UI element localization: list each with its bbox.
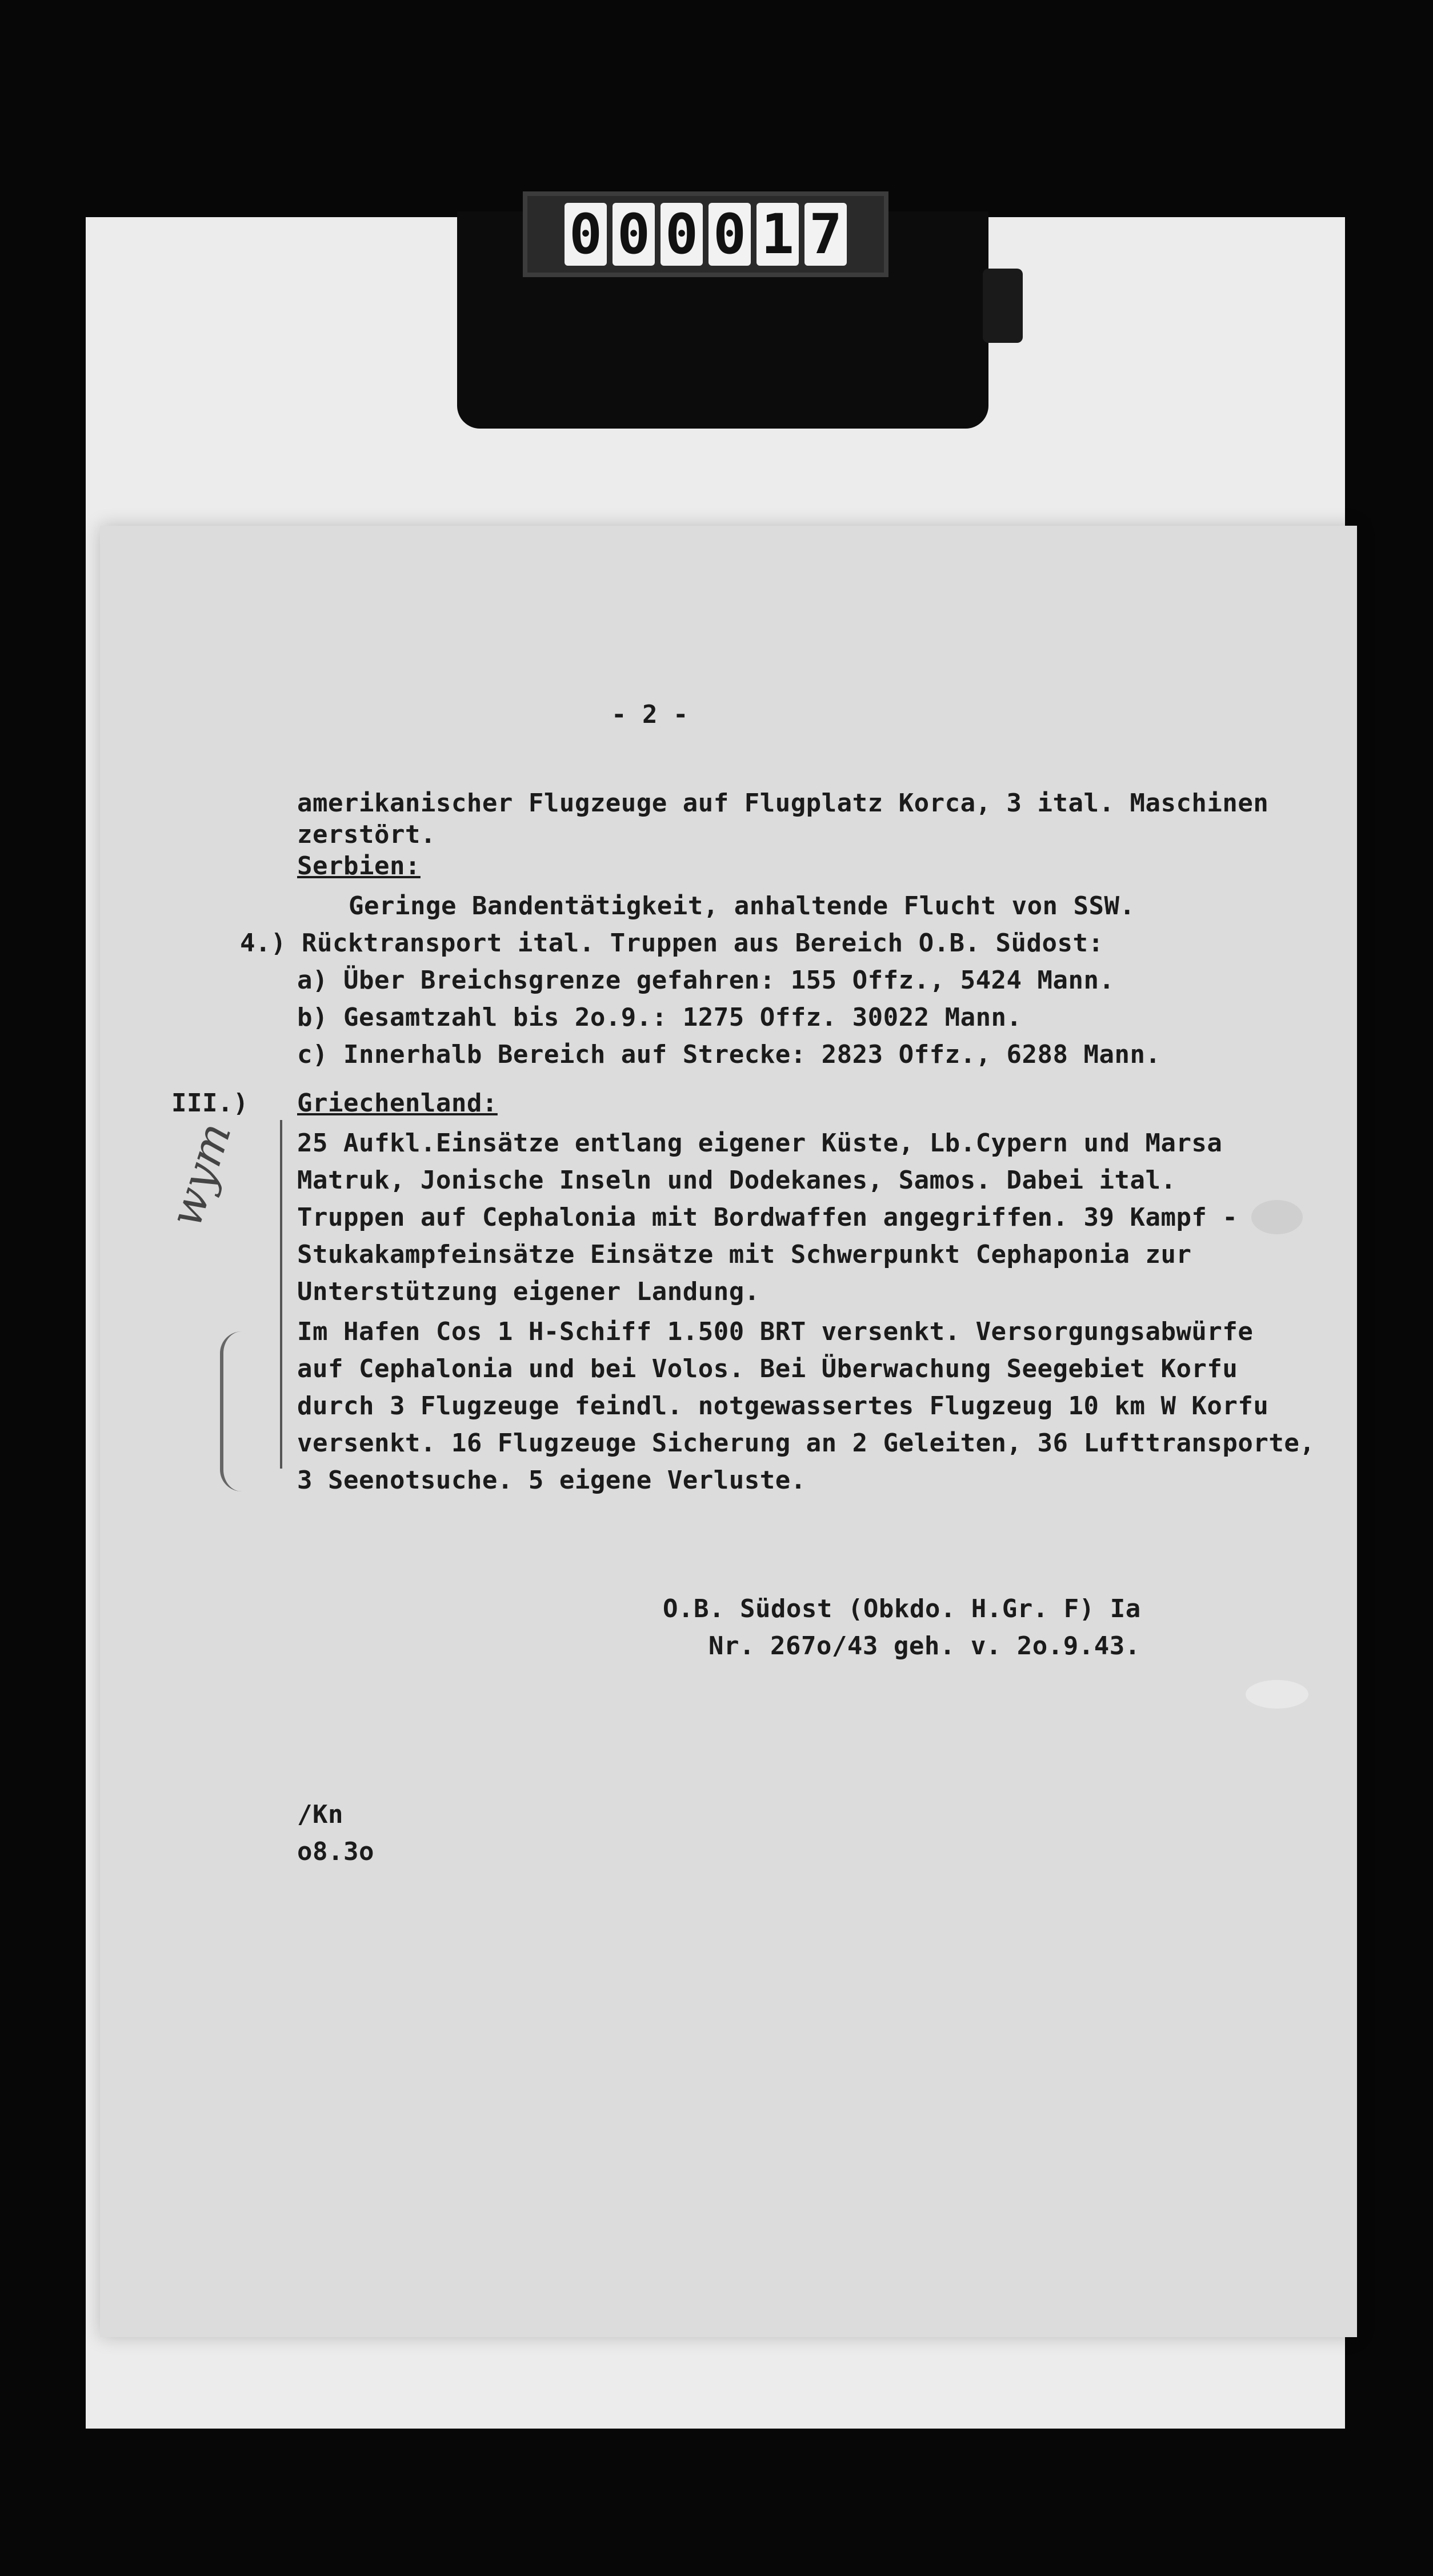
page-number: - 2 - [611,700,689,729]
counter-digit: 0 [565,203,607,266]
text-line: c) Innerhalb Bereich auf Strecke: 2823 Offz., 6288 Mann. [297,1040,1161,1069]
text-line: a) Über Breichsgrenze gefahren: 155 Offz., 5424 Mann. [297,966,1115,995]
frame-counter [523,191,888,277]
paper-smudge [1251,1200,1303,1234]
text-line: zerstört. [297,820,436,849]
section-heading-serbien: Serbien: [297,851,421,881]
text-line: versenkt. 16 Flugzeuge Sicherung an 2 Geleiten, 36 Lufttransporte, [297,1429,1315,1458]
section-heading-griechenland: Griechenland: [297,1089,498,1118]
text-line: 3 Seenotsuche. 5 eigene Verluste. [297,1466,806,1495]
pencil-stroke [220,1331,263,1491]
text-line: Matruk, Jonische Inseln und Dodekanes, Samos. Dabei ital. [297,1166,1176,1195]
counter-digit: 7 [804,203,847,266]
reference-line: Nr. 267o/43 geh. v. 2o.9.43. [709,1631,1140,1661]
text-line: Truppen auf Cephalonia mit Bordwaffen angegriffen. 39 Kampf - [297,1203,1238,1232]
text-line: auf Cephalonia und bei Volos. Bei Überwachung Seegebiet Korfu [297,1354,1238,1383]
footer-initials: /Kn [297,1800,343,1829]
footer-time: o8.3o [297,1837,374,1866]
text-line-struck: Stukakampfeinsätze Einsätze mit Schwerpunkt Cephaponia zur [297,1240,1192,1269]
margin-bracket [280,1120,282,1469]
pencil-annotation: wym [160,1117,242,1233]
counter-digit: 1 [756,203,799,266]
text-line: Im Hafen Cos 1 H-Schiff 1.500 BRT versenkt. Versorgungsabwürfe [297,1317,1254,1346]
paper-smudge [1246,1680,1308,1709]
text-line: 4.) Rücktransport ital. Truppen aus Bereich O.B. Südost: [240,929,1104,958]
text-line: Unterstützung eigener Landung. [297,1277,760,1306]
text-line: Geringe Bandentätigkeit, anhaltende Flucht von SSW. [349,891,1135,921]
counter-digit: 0 [661,203,703,266]
text-line: 25 Aufkl.Einsätze entlang eigener Küste, Lb.Cypern und Marsa [297,1129,1223,1158]
counter-digit: 0 [709,203,751,266]
text-line: b) Gesamtzahl bis 2o.9.: 1275 Offz. 30022 Mann. [297,1003,1022,1032]
counter-knob [983,269,1023,343]
counter-digit: 0 [613,203,655,266]
text-line: amerikanischer Flugzeuge auf Flugplatz Korca, 3 ital. Maschinen [297,789,1269,818]
section-number: III.) [171,1089,249,1118]
text-line: durch 3 Flugzeuge feindl. notgewassertes Flugzeug 10 km W Korfu [297,1391,1269,1421]
signature-line: O.B. Südost (Obkdo. H.Gr. F) Ia [663,1594,1141,1623]
